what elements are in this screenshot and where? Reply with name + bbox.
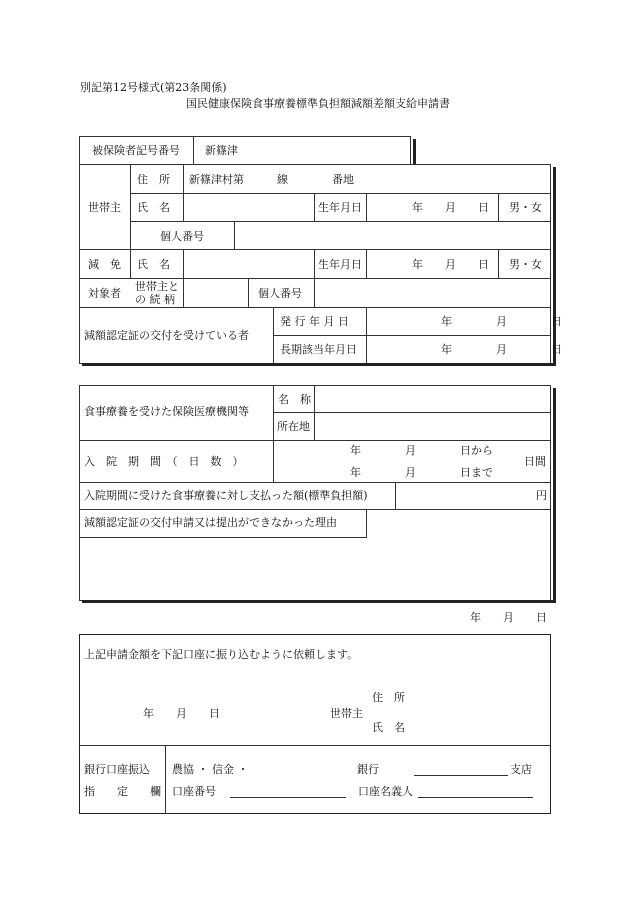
birthdate-field[interactable]: 年 月 日: [412, 201, 489, 214]
account-holder-label: 口座名義人: [358, 785, 413, 798]
branch-field[interactable]: [414, 775, 508, 776]
exempt-name-label: 氏 名: [137, 258, 170, 271]
householder-sign-label: 世帯主: [330, 707, 363, 720]
hospital-address-label: 所在地: [277, 420, 310, 433]
exempt-birthdate-label: 生年月日: [318, 258, 362, 271]
reason-field[interactable]: [84, 541, 546, 596]
sign-address-label: 住 所: [372, 691, 405, 704]
account-number-field[interactable]: [230, 797, 346, 798]
householder-label: 世帯主: [88, 201, 121, 214]
period-from-field[interactable]: 年 月 日から: [350, 444, 493, 457]
name-field[interactable]: [186, 196, 311, 218]
personal-number-field[interactable]: [238, 224, 496, 246]
exempt-label-1: 減 免: [88, 258, 121, 271]
branch-label: 支店: [510, 763, 532, 776]
hospital-address-field[interactable]: [317, 415, 547, 437]
relation-label-1: 世帯主と: [135, 280, 179, 293]
personal-number-label: 個人番号: [160, 230, 204, 243]
name-label: 氏 名: [137, 201, 170, 214]
bank-name-label: 銀行: [357, 763, 379, 776]
hospital-name-field[interactable]: [317, 388, 547, 410]
address-field[interactable]: 新篠津村第 線 番地: [189, 173, 354, 186]
application-date[interactable]: 年 月 日: [470, 611, 547, 624]
relation-field[interactable]: [186, 281, 246, 304]
insured-symbol-field[interactable]: 新篠津: [205, 144, 238, 157]
reason-label: 減額認定証の交付申請又は提出ができなかった理由: [84, 516, 337, 529]
page-title: 国民健康保険食事療養標準負担額減額差額支給申請書: [186, 97, 450, 110]
account-holder-field[interactable]: [418, 797, 533, 798]
birthdate-label: 生年月日: [318, 201, 362, 214]
expiry-label: 長期該当年月日: [280, 343, 357, 356]
account-number-label: 口座番号: [172, 785, 216, 798]
sign-name-label: 氏 名: [372, 721, 405, 734]
request-text: 上記申請金額を下記口座に振り込むように依頼します。: [84, 648, 359, 661]
exempt-personal-number-label: 個人番号: [258, 287, 302, 300]
hospital-label: 食事療養を受けた保険医療機関等: [84, 405, 249, 418]
cert-holder-label: 減額認定証の交付を受けている者: [84, 329, 249, 342]
form-number: 別記第12号様式(第23条関係): [80, 81, 227, 94]
expiry-field[interactable]: 年 月 日: [441, 343, 562, 356]
paid-amount-field[interactable]: 円: [536, 489, 547, 502]
address-label: 住 所: [137, 173, 170, 186]
hospital-name-label: 名 称: [278, 393, 311, 406]
sex-field[interactable]: 男・女: [509, 201, 542, 214]
exempt-label-2: 対象者: [88, 287, 121, 300]
paid-amount-label: 入院期間に受けた食事療養に対し支払った額(標準負担額): [84, 489, 368, 502]
issue-date-field[interactable]: 年 月 日: [441, 315, 562, 328]
exempt-birthdate-field[interactable]: 年 月 日: [412, 258, 489, 271]
bank-label-2: 指 定 欄: [84, 785, 161, 798]
period-to-field[interactable]: 年 月 日まで: [350, 466, 493, 479]
issue-date-label: 発 行 年 月 日: [280, 315, 349, 328]
exempt-name-field[interactable]: [186, 252, 311, 274]
insured-symbol-label: 被保険者記号番号: [92, 144, 180, 157]
bank-type-options[interactable]: 農協 ・ 信金 ・: [172, 763, 249, 776]
bank-label-1: 銀行口座振込: [84, 763, 150, 776]
exempt-sex-field[interactable]: 男・女: [509, 258, 542, 271]
request-date-field[interactable]: 年 月 日: [143, 707, 220, 720]
period-days-field[interactable]: 日間: [524, 455, 546, 468]
exempt-personal-number-field[interactable]: [318, 281, 546, 304]
period-label: 入 院 期 間 （ 日 数 ）: [84, 455, 244, 468]
relation-label-2: の 続 柄: [135, 293, 175, 306]
